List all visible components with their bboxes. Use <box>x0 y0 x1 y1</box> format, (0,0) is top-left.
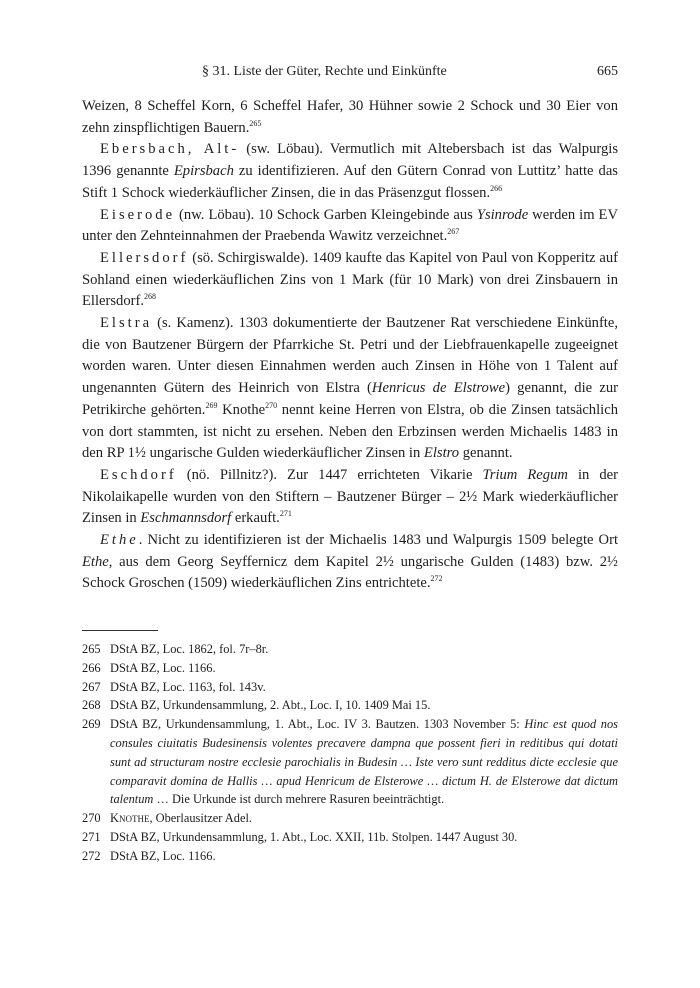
footnote-ref[interactable]: 270 <box>265 400 278 410</box>
footnote-number: 270 <box>82 811 101 826</box>
running-title: § 31. Liste der Güter, Rechte und Einkünfte <box>202 64 447 79</box>
paragraph <box>82 205 618 248</box>
text-run: DStA BZ, Urkundensammlung, 1. Abt., Loc. IV 3. Bautzen. 1303 November 5: <box>110 717 525 732</box>
text-run: in der Nikolaikapelle wurden von den Stiftern – Bautzener Bürger – 2½ Mark wiederkäuflicher Zinsen in <box>82 466 618 527</box>
footnote <box>82 678 618 697</box>
footnote-number: 265 <box>82 642 101 656</box>
text-run: (sw. Löbau). Vermutlich mit Altebersbach ist das Walpurgis 1396 genannte <box>82 141 618 180</box>
footnote-ref[interactable]: 266 <box>490 183 503 193</box>
footnote-text: DStA BZ, Urkundensammlung, 2. Abt., Loc. I, 10. 1409 Mai 15. <box>110 698 431 713</box>
paragraph <box>82 465 618 530</box>
footnote <box>82 696 618 715</box>
footnote-text <box>110 715 618 809</box>
text-run: Weizen, 8 Scheffel Korn, 6 Scheffel Hafer, 30 Hühner sowie 2 Schock und 30 Eier von zehn zinspflichtigen Bauern. <box>82 98 618 136</box>
footnote-divider <box>82 630 158 631</box>
paragraph <box>82 313 618 465</box>
footnote-text: DStA BZ, Loc. 1862, fol. 7r–8r. <box>110 642 269 656</box>
footnote <box>82 809 618 828</box>
text-run: (nö. Pillnitz?). Zur 1447 errichteten Vikarie <box>176 466 483 483</box>
text-run: nennt keine Herren von Elstra, ob die Zinsen tatsächlich von dort stammten, ist nicht zu ersehen. Neben den Erbzinsen werden Michaelis 1483 in den RP 1½ ungarische Gulden wiederkäuflicher Zinsen in <box>82 401 618 462</box>
place-name: Ethe <box>100 532 139 549</box>
footnote-number: 271 <box>82 829 101 844</box>
text-run: (sö. Schirgiswalde). 1409 kaufte das Kapitel von Paul von Kopperitz auf Sohland einen wiederkäuflichen Zins von 1 Mark (für 10 Mark) von drei Zinsbauern in Ellersdorf. <box>82 249 618 310</box>
place-name: Eschdorf <box>100 466 177 483</box>
italic-text: Henricus de Elstrowe <box>371 380 506 397</box>
footnote <box>82 828 618 847</box>
footnote-ref[interactable]: 265 <box>249 118 262 128</box>
footnote-number: 272 <box>82 848 101 863</box>
paragraph <box>82 248 618 313</box>
italic-text: Epirsbach <box>173 163 234 180</box>
footnote-number: 267 <box>82 679 101 694</box>
text-run: … Die Urkunde ist durch mehrere Rasuren beeinträchtigt. <box>153 792 445 807</box>
text-run: , Oberlausitzer Adel. <box>149 811 252 826</box>
text-run: Knothe <box>217 401 266 418</box>
italic-text: Hinc est quod nos consules ciuitatis Budesinensis volentes precavere dampna que possent fieri in reditibus qui dotati sunt ad structuram nostre ecclesie parochialis in Budesin … Iste vero sunt redditus dicte ecclesie que comparavit domina de Hallis … apud Henricum de Elsterowe … dictum H. de Elsterowe dat dictum talentum <box>110 717 618 807</box>
italic-text: Trium Regum <box>482 466 568 483</box>
text-run: zu identifizieren. Auf den Gütern Conrad von Luttitz’ hatte das Stift 1 Schock wiederkäuflicher Zinsen, die in das Präsenzgut flossen. <box>82 163 618 201</box>
footnote <box>82 640 618 659</box>
text-run: werden im EV unter den Zehnteinnahmen der Praebenda Wawitz verzeichnet. <box>82 206 618 245</box>
italic-text: Elstro <box>423 445 460 462</box>
page-number: 665 <box>597 64 618 79</box>
footnotes <box>82 640 618 866</box>
text-run: erkauft. <box>231 510 280 527</box>
place-name: Ebersbach, Alt- <box>100 141 240 158</box>
footnote-ref[interactable]: 268 <box>144 292 157 302</box>
footnote-ref[interactable]: 269 <box>205 400 218 410</box>
place-name: Ellersdorf <box>100 249 189 266</box>
text-run: . Nicht zu identifizieren ist der Michaelis 1483 und Walpurgis 1509 belegte Ort <box>138 532 618 549</box>
text-run: , aus dem Georg Seyffernicz dem Kapitel 2½ ungarische Gulden (1483) bzw. 2½ Schock Groschen (1509) wiederkäuflichen Zins entrichtete. <box>82 553 618 592</box>
footnote <box>82 659 618 678</box>
author-name: Knothe <box>110 811 150 826</box>
text-run: genannt. <box>459 445 513 462</box>
text-run: ) genannt, die zur Petrikirche gehörten. <box>82 380 618 418</box>
paragraph <box>82 530 618 595</box>
footnote-number: 268 <box>82 698 101 713</box>
footnote-text: DStA BZ, Urkundensammlung, 1. Abt., Loc. XXII, 11b. Stolpen. 1447 August 30. <box>110 829 518 844</box>
italic-text: Eschmannsdorf <box>140 510 232 527</box>
footnote-text: DStA BZ, Loc. 1166. <box>110 848 216 863</box>
footnote-text: DStA BZ, Loc. 1163, fol. 143v. <box>110 679 266 694</box>
place-name: Eiserode <box>100 206 176 223</box>
text-run: (nw. Löbau). 10 Schock Garben Kleingebinde aus <box>175 206 477 223</box>
footnote <box>82 847 618 866</box>
main-text <box>82 96 618 595</box>
running-header <box>82 64 618 84</box>
footnote-text: DStA BZ, Loc. 1166. <box>110 660 216 675</box>
paragraph <box>82 96 618 139</box>
italic-text: Ysinrode <box>476 206 529 223</box>
paragraph <box>82 139 618 204</box>
footnote-text <box>110 809 618 828</box>
footnote <box>82 715 618 809</box>
place-name: Elstra <box>100 315 153 332</box>
footnote-ref[interactable]: 271 <box>279 509 292 519</box>
footnote-number: 266 <box>82 660 101 675</box>
text-run: (s. Kamenz). 1303 dokumentierte der Bautzener Rat verschiedene Einkünfte, die von Bautzener Bürgern der Pfarrkiche St. Petri und der Liebfrauenkapelle zugeeignet worden waren. Unter diesen Einnahmen werden auch Zinsen in Höhe von 1 Talent auf ungenannten Gütern des Heinrich von Elstra ( <box>82 315 618 397</box>
footnote-ref[interactable]: 272 <box>430 574 443 584</box>
italic-text: Ethe <box>82 553 109 570</box>
footnote-ref[interactable]: 267 <box>447 227 460 237</box>
footnote-number: 269 <box>82 717 101 732</box>
